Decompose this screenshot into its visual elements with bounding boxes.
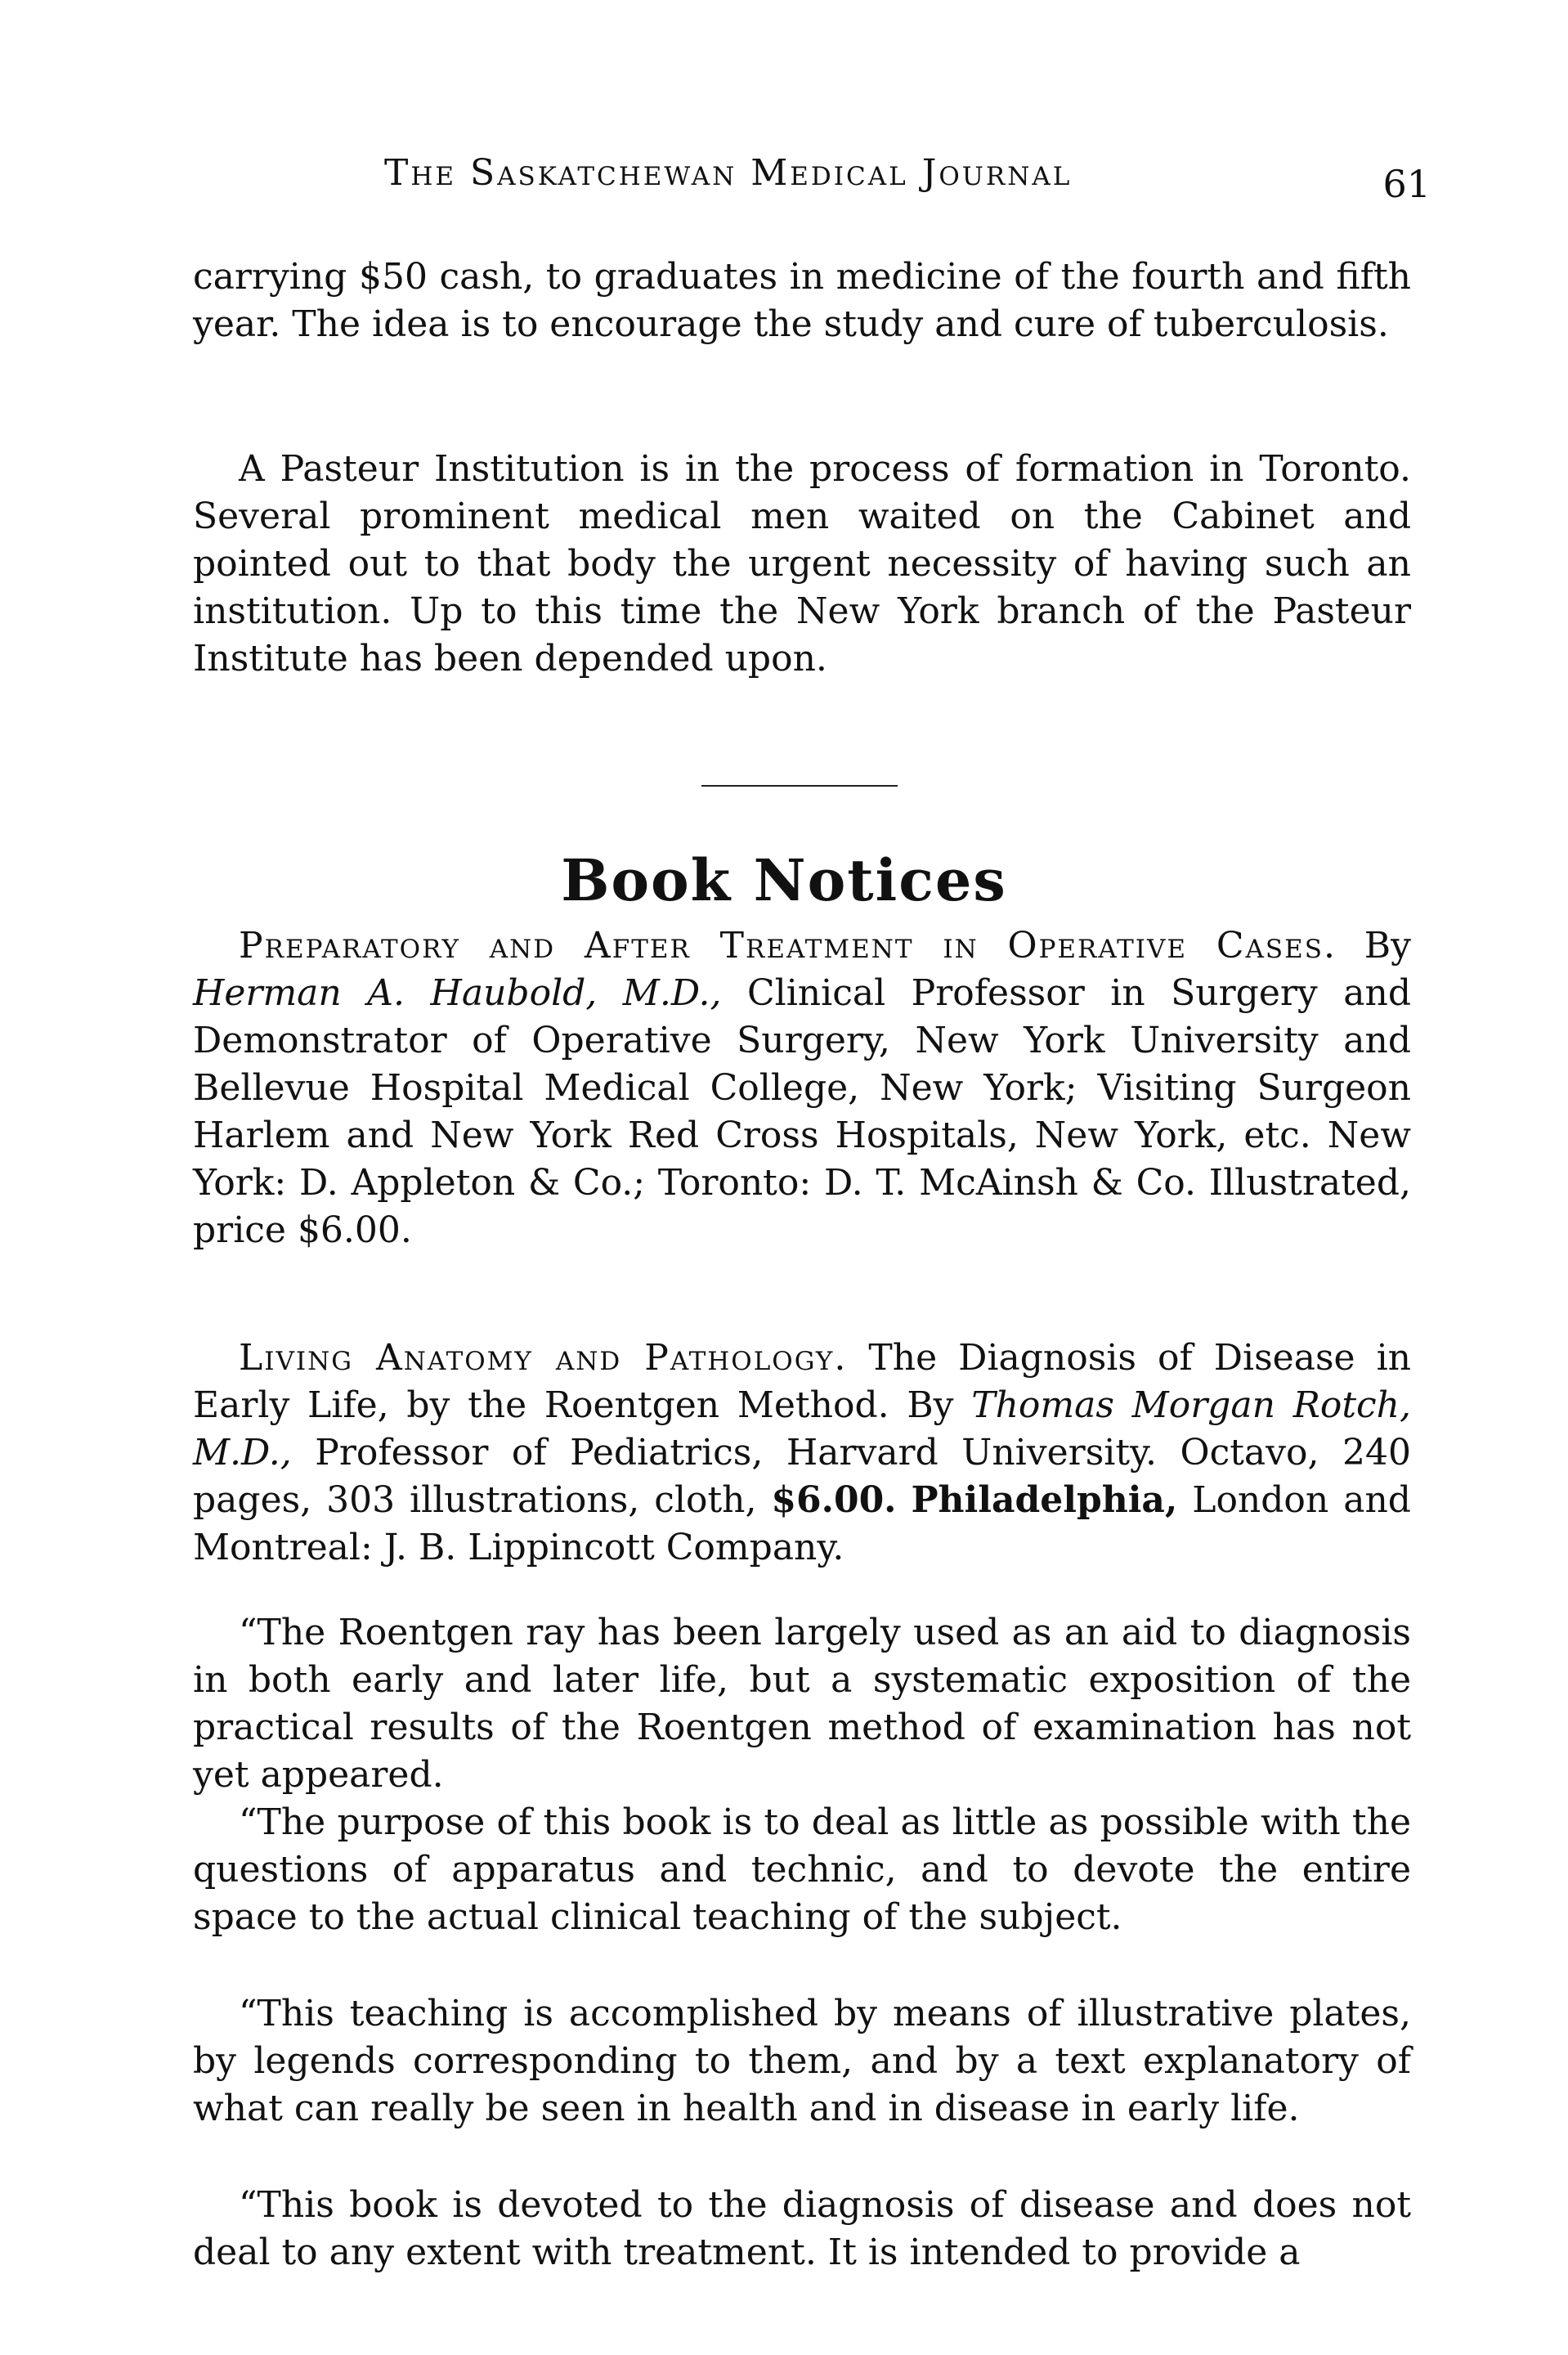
- book-notice-2: [193, 1334, 1411, 1572]
- book-notice-2-author: Thomas Morgan Rotch, M.D.,: [193, 1384, 1411, 1474]
- running-header: [188, 152, 1431, 218]
- review-quote-1: [193, 1609, 1411, 1799]
- book-notice-2-text: [193, 1334, 1411, 1572]
- pasteur-paragraph: [193, 446, 1411, 683]
- book-notice-1-details: Clinical Professor in Surgery and Demonstrator of Operative Surgery, New York University and Bellevue Hospital Medical College, New York; Visiting Surgeon Harlem and New York Red Cross Hospitals, New York, etc. New York: D. Appleton & Co.; Toronto: D. T. McAinsh & Co. Illustrated, price $6.00.: [193, 972, 1411, 1251]
- book-notice-2-city: Philadelphia,: [911, 1479, 1178, 1521]
- book-notice-1-author: Herman A. Haubold, M.D.,: [193, 972, 722, 1014]
- book-notice-1: [193, 922, 1411, 1254]
- journal-title: The Saskatchewan Medical Journal: [384, 152, 1073, 194]
- section-divider: [701, 785, 898, 787]
- section-heading: Book Notices: [561, 846, 1007, 914]
- page-number: 61: [1382, 162, 1431, 206]
- book-notice-2-price: $6.00.: [771, 1479, 897, 1521]
- review-quote-4-text: “This book is devoted to the diagnosis of disease and does not deal to any extent with treatment. It is intended to provide a: [193, 2184, 1411, 2273]
- continuation-text: carrying $50 cash, to graduates in medicine of the fourth and fifth year. The idea is to encourage the study and cure of tuberculosis.: [193, 256, 1411, 345]
- pasteur-text: A Pasteur Institution is in the process of formation in Toronto. Several prominent medical men waited on the Cabinet and pointed out to that body the urgent necessity of having such an institution. Up to this time the New York branch of the Pasteur Institute has been depended upon.: [193, 448, 1411, 680]
- book-notice-1-title: Preparatory and After Treatment in Operative Cases.: [239, 925, 1337, 967]
- review-quote-1-text: “The Roentgen ray has been largely used as an aid to diagnosis in both early and later life, but a systematic exposition of the practical results of the Roentgen method of examination has not yet appeared.: [193, 1612, 1411, 1796]
- book-notice-2-subtitle: The Diagnosis of Disease in Early Life, by the Roentgen Method. By: [193, 1337, 1411, 1426]
- book-notice-1-text: [193, 922, 1411, 1254]
- review-quote-3-text: “This teaching is accomplished by means of illustrative plates, by legends corresponding to them, and by a text explanatory of what can really be seen in health and in disease in early life.: [193, 1993, 1411, 2129]
- book-notice-2-publisher: London and Montreal: J. B. Lippincott Company.: [193, 1479, 1411, 1568]
- review-quote-2: [193, 1799, 1411, 1941]
- book-notice-2-title: Living Anatomy and Pathology.: [239, 1337, 848, 1379]
- continuation-paragraph: [193, 253, 1411, 348]
- review-quote-3: [193, 1990, 1411, 2133]
- book-notice-1-by: By: [1364, 925, 1411, 967]
- book-notice-2-details: Professor of Pediatrics, Harvard University. Octavo, 240 pages, 303 illustrations, cloth,: [193, 1432, 1411, 1521]
- review-quote-2-text: “The purpose of this book is to deal as little as possible with the questions of apparatus and technic, and to devote the entire space to the actual clinical teaching of the subject.: [193, 1801, 1411, 1938]
- review-quote-4: [193, 2182, 1411, 2276]
